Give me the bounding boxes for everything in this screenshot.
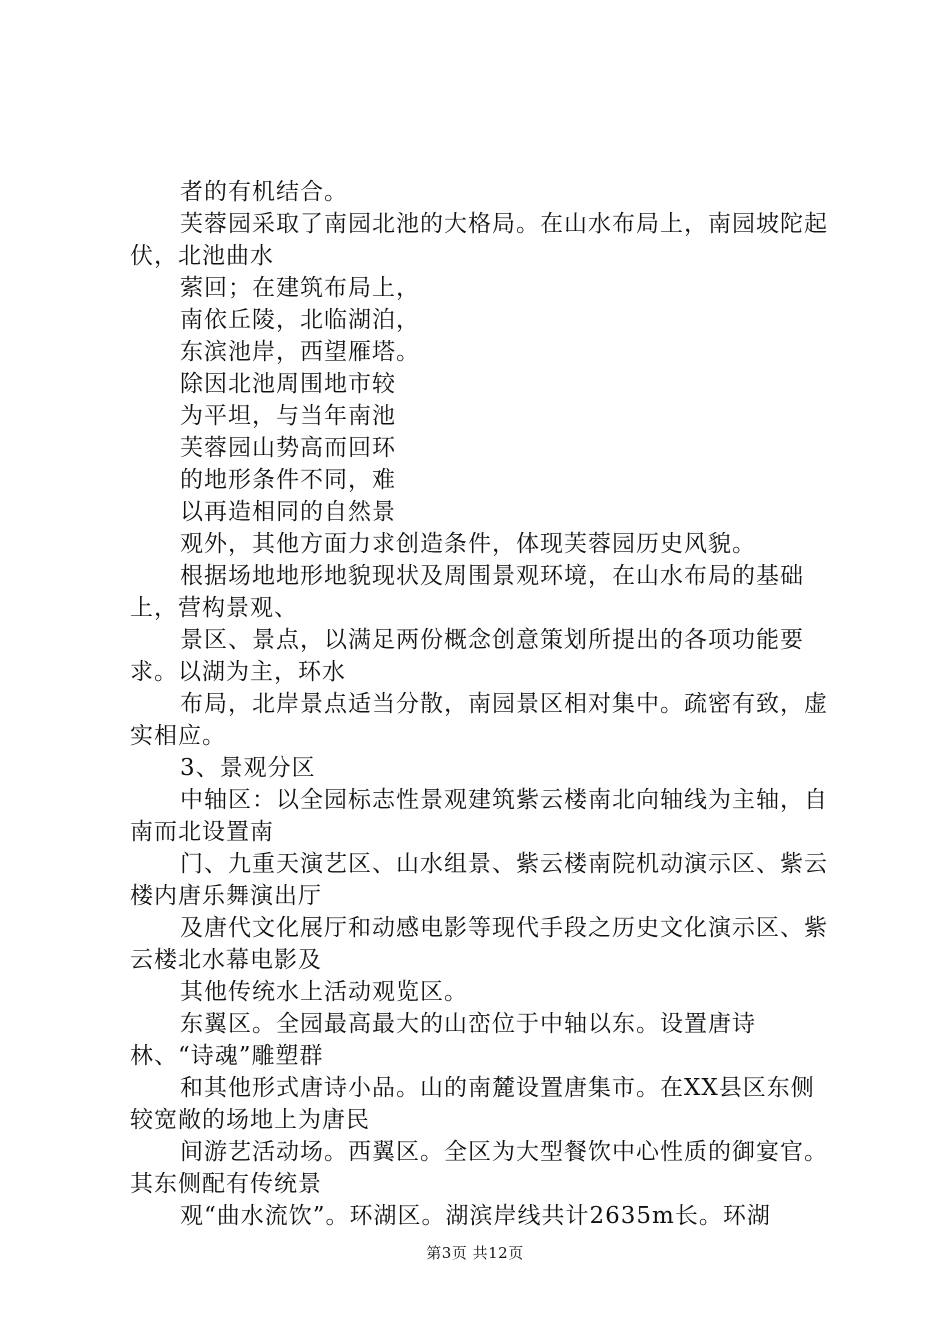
- paragraph: 芙蓉园采取了南园北池的大格局。在山水布局上，南园坡陀起伏，北池曲水: [130, 211, 828, 269]
- paragraph: 及唐代文化展厅和动感电影等现代手段之历史文化演示区、紫云楼北水幕电影及: [130, 915, 828, 973]
- paragraph: 和其他形式唐诗小品。山的南麓设置唐集市。在XX县区东侧较宽敞的场地上为唐民: [130, 1075, 815, 1133]
- paragraph: 根据场地地形地貌现状及周围景观环境，在山水布局的基础上，营构景观、: [130, 563, 804, 621]
- paragraph: 为平坦，与当年南池: [180, 403, 396, 429]
- paragraph: 其他传统水上活动观览区。: [180, 979, 468, 1005]
- paragraph: 东滨池岸，西望雁塔。: [180, 339, 420, 365]
- paragraph: 门、九重天演艺区、山水组景、紫云楼南院机动演示区、紫云楼内唐乐舞演出厅: [130, 851, 828, 909]
- paragraph: 以再造相同的自然景: [180, 499, 396, 525]
- paragraph: 的地形条件不同，难: [180, 467, 396, 493]
- paragraph: 萦回；在建筑布局上，: [180, 275, 420, 301]
- paragraph: 中轴区：以全园标志性景观建筑紫云楼南北向轴线为主轴，自南而北设置南: [130, 787, 828, 845]
- paragraph: 东翼区。全园最高最大的山峦位于中轴以东。设置唐诗林、“诗魂”雕塑群: [130, 1011, 756, 1069]
- paragraph: 南依丘陵，北临湖泊，: [180, 307, 420, 333]
- paragraph: 芙蓉园山势高而回环: [180, 435, 396, 461]
- paragraph: 除因北池周围地市较: [180, 371, 396, 397]
- section-heading: 3、景观分区: [180, 755, 316, 781]
- paragraph: 布局，北岸景点适当分散，南园景区相对集中。疏密有致，虚实相应。: [130, 691, 828, 749]
- paragraph: 观“曲水流饮”。环湖区。湖滨岸线共计2635m长。环湖: [180, 1203, 771, 1229]
- paragraph: 景区、景点，以满足两份概念创意策划所提出的各项功能要求。以湖为主，环水: [130, 627, 804, 685]
- page-number-footer: 第3页 共12页: [426, 1244, 524, 1262]
- paragraph: 间游艺活动场。西翼区。全区为大型餐饮中心性质的御宴官。其东侧配有传统景: [130, 1139, 828, 1197]
- paragraph: 观外，其他方面力求创造条件，体现芙蓉园历史风貌。: [180, 531, 756, 557]
- paragraph: 者的有机结合。: [180, 179, 348, 205]
- body-text: [130, 176, 835, 1232]
